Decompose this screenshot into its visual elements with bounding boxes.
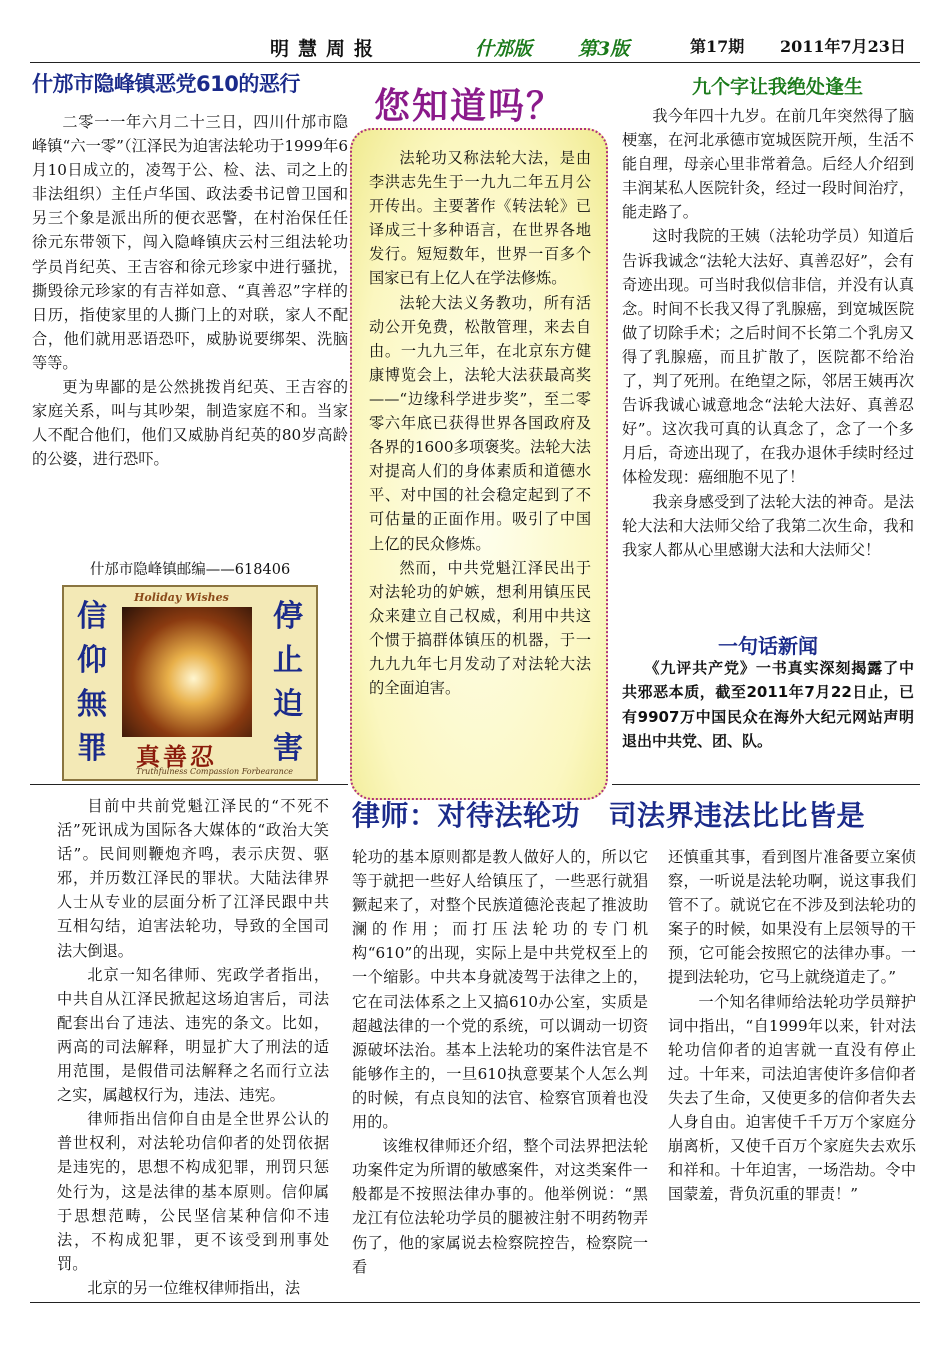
article4-title: 律师：对待法轮功 司法界违法比比皆是: [352, 799, 866, 832]
paragraph: 律师指出信仰自由是全世界公认的普世权利，对法轮功信仰者的处罚依据是违宪的，思想不构成犯罪，刑罚只惩处行为，这是法律的基本原则。信仰属于思想范畴，公民坚信某种信仰不违法，不构成犯罪，更不该受到刑事处罚。: [57, 1110, 329, 1273]
article1-body: [32, 110, 348, 471]
article4-col1: [57, 794, 329, 1300]
paragraph: 目前中共前党魁江泽民的“不死不活”死讯成为国际各大媒体的“政治大笑话”。民间则鞭炮齐鸣，表示庆贺、驱邪，并历数江泽民的罪状。大陆法律界人士从专业的层面分析了江泽民跟中共互相勾结，迫害法轮功，导致的全国司法大倒退。: [57, 797, 329, 960]
section-divider-left: [30, 784, 348, 785]
poster-right-text: 停止迫害: [273, 599, 303, 766]
article3-body: [622, 104, 914, 562]
news-body: [622, 656, 914, 754]
poster-center-text: 真善忍: [136, 742, 217, 771]
paragraph: 我亲身感受到了法轮大法的神奇。是法轮大法和大法师父给了我第二次生命，我和我家人都从心里感谢大法和大法师父！: [622, 492, 914, 559]
header-divider: [30, 62, 920, 63]
article1-postcode: 什邡市隐峰镇邮编——618406: [89, 562, 291, 578]
paragraph: 北京一知名律师、宪政学者指出，中共自从江泽民掀起这场迫害后，司法配套出台了违法、违宪的条文。比如，两高的司法解释，明显扩大了刑法的适用范围，是假借司法解释之名而行立法之实，属越权行为，违法、违宪。: [57, 965, 329, 1105]
poster-photo: [122, 607, 252, 737]
paragraph: 还慎重其事，看到图片准备要立案侦察，一听说是法轮功啊，说这事我们管不了。就说它在不涉及到法轮功的案子的时候，如果没有上层领导的干预，它可能会按照它的法律办事。一提到法轮功，它马上就绕道走了。”: [668, 848, 916, 987]
poster-left-chars: [72, 595, 112, 771]
paragraph: 更为卑鄙的是公然挑拨肖纪英、王吉容的家庭关系，叫与其吵架，制造家庭不和。当家人不配合他们，他们又威胁肖纪英的80岁高龄的公婆，进行恐吓。: [32, 378, 348, 469]
paragraph: 轮功的基本原则都是教人做好人的，所以它等于就把一些好人给镇压了，一些恶行就猖獗起来了，对整个民族道德沦丧起了推波助澜的作用；而打压法轮功的专门机构“610”的出现，实际上是中共党权至上的一个缩影。中共本身就凌驾于法律之上的，它在司法体系之上又搞610办公室，实质是超越法律的一个党的系统，可以调动一切资源破坏法治。基本上法轮功的案件法官是不能够作主的，一旦610执意要某个人怎么判的时候，有点良知的法官、检察官顶着也没用的。: [352, 848, 648, 1132]
article1-title: 什邡市隐峰镇恶党610的恶行: [32, 72, 300, 96]
poster-right-chars: [268, 595, 308, 771]
poster-tagline: Truthfulness Compassion Forbearance: [136, 767, 294, 776]
article4-col3: [668, 845, 916, 1206]
news-title: 一句话新闻: [718, 634, 818, 658]
edition-name: 什邡版: [475, 38, 533, 60]
poster-caption: Holiday Wishes: [134, 591, 229, 604]
paragraph: 这时我院的王姨（法轮功学员）知道后告诉我诚念“法轮大法好、真善忍好”，会有奇迹出现。可当时我似信非信，并没有认真念。时间不长我又得了乳腺癌，到宽城医院做了切除手术；之后时间不长第二个乳房又得了乳腺癌，而且扩散了，医院都不给治了，判了死刑。在绝望之际，邻居王姨再次告诉我诚心诚意地念“法轮大法好、真善忍好”。这次我可真的认真念了，念了一个多月后，奇迹出现了，在我办退休手续时经过体检发现：癌细胞不见了！: [622, 227, 914, 487]
paragraph: 该维权律师还介绍，整个司法界把法轮功案件定为所谓的敏感案件，对这类案件一般都是不按照法律办事的。他举例说：“黑龙江有位法轮功学员的腿被注射不明药物弄伤了，他的家属说去检察院控告，检察院一看: [352, 1137, 648, 1276]
paragraph: 法轮功又称法轮大法，是由李洪志先生于一九九二年五月公开传出。主要著作《转法轮》已译成三十多种语言，在世界各地发行。短短数年，世界一百多个国家已有上亿人在学法修炼。: [369, 149, 591, 288]
poster-image: [62, 585, 318, 781]
paragraph: 一个知名律师给法轮功学员辩护词中指出，“自1999年以来，针对法轮功信仰者的迫害就一直没有停止过。十年来，司法迫害使许多信仰者失去了生命，又使更多的信仰者失去人身自由。迫害使千千万万个家庭分崩离析，又使千百万个家庭失去欢乐和祥和。十年迫害，一场浩劫。令中国蒙羞，背负沉重的罪责！”: [668, 992, 916, 1204]
article4-col2: [352, 845, 648, 1279]
article3-title: 九个字让我绝处逢生: [691, 76, 863, 98]
paragraph: 我今年四十九岁。在前几年突然得了脑梗塞，在河北承德市宽城医院开颅，生活不能自理，母亲心里非常着急。后经人介绍到丰润某私人医院针灸，经过一段时间治疗，能走路了。: [622, 107, 914, 222]
paragraph: 然而，中共党魁江泽民出于对法轮功的妒嫉，想利用镇压民众来建立自己权威，利用中共这个惯于搞群体镇压的机器，于一九九九年七月发动了对法轮大法的全面迫害。: [369, 558, 591, 698]
section-divider-right: [612, 784, 920, 785]
article2-title: 您知道吗？: [374, 86, 565, 127]
paragraph: 北京的另一位维权律师指出，法: [87, 1278, 301, 1297]
article2-body: [369, 146, 591, 700]
page-header: [30, 30, 920, 60]
newspaper-title: 明慧周报: [270, 38, 383, 60]
paragraph: 二零一一年六月二十三日，四川什邡市隐峰镇“六一零”（江泽民为迫害法轮功于1999年6月10日成立的，凌驾于公、检、法、司之上的非法组织）主任卢华国、政法委书记曾卫国和另三个象是派出所的便衣恶警，在村治保任任徐元东带领下，闯入隐峰镇庆云村三组法轮功学员肖纪英、王吉容和徐元珍家中进行骚扰，撕毁徐元珍家的有吉祥如意、“真善忍”字样的日历，指使家里的人撕门上的对联，家人不配合，他们就用恶语恐吓，威胁说要绑架、洗脑等等。: [32, 113, 348, 372]
page-number: 第3版: [578, 38, 630, 60]
poster-left-text: 信仰無罪: [77, 599, 107, 766]
issue-date: 2011年7月23日: [780, 37, 906, 56]
paragraph: 法轮大法义务教功，所有活动公开免费，松散管理，来去自由。一九九三年，在北京东方健康博览会上，法轮大法获最高奖——“边缘科学进步奖”，至二零零六年底已获得世界各国政府及各界的1600多项褒奖。法轮大法对提高人们的身体素质和道德水平、对中国的社会稳定起到了不可估量的正面作用。吸引了中国上亿的民众修炼。: [369, 293, 591, 553]
issue-number: 第17期: [690, 37, 745, 56]
paragraph: 《九评共产党》一书真实深刻揭露了中共邪恶本质，截至2011年7月22日止，已有9907万中国民众在海外大纪元网站声明退出中共党、团、队。: [622, 659, 914, 751]
footer-divider: [30, 1302, 920, 1303]
